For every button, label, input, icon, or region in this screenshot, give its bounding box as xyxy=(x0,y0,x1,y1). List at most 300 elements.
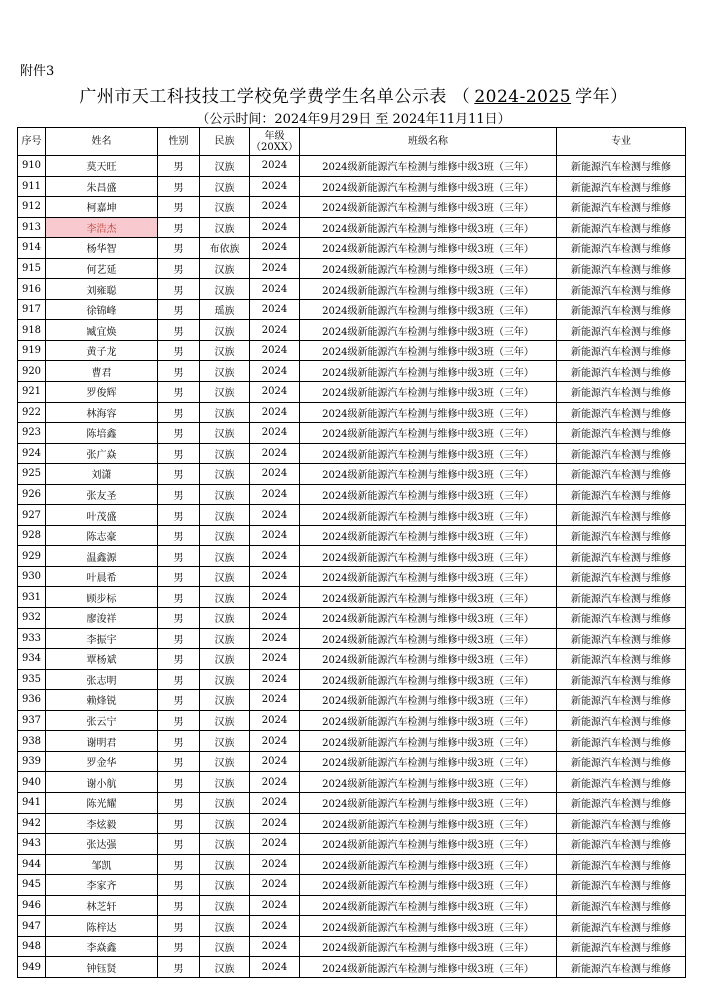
cell-ethnicity: 汉族 xyxy=(200,546,250,567)
cell-major: 新能源汽车检测与维修 xyxy=(557,731,686,752)
cell-class: 2024级新能源汽车检测与维修中级3班（三年） xyxy=(300,875,557,896)
cell-name: 邹凯 xyxy=(46,854,158,875)
cell-name: 叶晨希 xyxy=(46,566,158,587)
cell-no: 917 xyxy=(18,299,46,320)
cell-gender: 男 xyxy=(158,279,200,300)
cell-grade: 2024 xyxy=(250,875,300,896)
cell-ethnicity: 汉族 xyxy=(200,566,250,587)
table-row xyxy=(18,279,686,300)
cell-no: 911 xyxy=(18,176,46,197)
cell-grade: 2024 xyxy=(250,772,300,793)
cell-grade: 2024 xyxy=(250,710,300,731)
cell-name: 何艺延 xyxy=(46,258,158,279)
cell-ethnicity: 汉族 xyxy=(200,258,250,279)
cell-major: 新能源汽车检测与维修 xyxy=(557,320,686,341)
cell-no: 921 xyxy=(18,382,46,403)
cell-ethnicity: 汉族 xyxy=(200,443,250,464)
table-row xyxy=(18,238,686,259)
cell-grade: 2024 xyxy=(250,649,300,670)
cell-no: 923 xyxy=(18,423,46,444)
title-suffix: 学年） xyxy=(575,87,628,107)
cell-name: 钟钰贤 xyxy=(46,957,158,978)
table-row xyxy=(18,690,686,711)
table-row xyxy=(18,176,686,197)
cell-major: 新能源汽车检测与维修 xyxy=(557,710,686,731)
cell-grade: 2024 xyxy=(250,238,300,259)
table-row xyxy=(18,834,686,855)
cell-gender: 男 xyxy=(158,382,200,403)
cell-class: 2024级新能源汽车检测与维修中级3班（三年） xyxy=(300,587,557,608)
cell-grade: 2024 xyxy=(250,731,300,752)
cell-gender: 男 xyxy=(158,710,200,731)
cell-name: 刘雍聪 xyxy=(46,279,158,300)
header-no: 序号 xyxy=(18,128,46,156)
cell-ethnicity: 汉族 xyxy=(200,340,250,361)
title-prefix: 广州市天工科技技工学校免学费学生名单公示表 （ xyxy=(79,87,471,107)
cell-ethnicity: 汉族 xyxy=(200,505,250,526)
cell-major: 新能源汽车检测与维修 xyxy=(557,834,686,855)
cell-gender: 男 xyxy=(158,690,200,711)
cell-major: 新能源汽车检测与维修 xyxy=(557,402,686,423)
cell-name: 林芝轩 xyxy=(46,895,158,916)
cell-grade: 2024 xyxy=(250,505,300,526)
cell-grade: 2024 xyxy=(250,443,300,464)
header-major: 专业 xyxy=(557,128,686,156)
cell-class: 2024级新能源汽车检测与维修中级3班（三年） xyxy=(300,464,557,485)
header-grade xyxy=(250,128,300,156)
cell-name: 陈志豪 xyxy=(46,525,158,546)
cell-major: 新能源汽车检测与维修 xyxy=(557,423,686,444)
title-year: 2024-2025 xyxy=(474,87,572,107)
cell-major: 新能源汽车检测与维修 xyxy=(557,957,686,978)
cell-gender: 男 xyxy=(158,525,200,546)
cell-no: 944 xyxy=(18,854,46,875)
cell-gender: 男 xyxy=(158,854,200,875)
cell-ethnicity: 汉族 xyxy=(200,382,250,403)
cell-name: 黄子龙 xyxy=(46,340,158,361)
header-row xyxy=(18,128,686,156)
cell-gender: 男 xyxy=(158,176,200,197)
cell-name: 杨华智 xyxy=(46,238,158,259)
cell-gender: 男 xyxy=(158,546,200,567)
cell-gender: 男 xyxy=(158,258,200,279)
cell-name: 徐锦峰 xyxy=(46,299,158,320)
cell-class: 2024级新能源汽车检测与维修中级3班（三年） xyxy=(300,505,557,526)
cell-major: 新能源汽车检测与维修 xyxy=(557,258,686,279)
cell-grade: 2024 xyxy=(250,279,300,300)
cell-major: 新能源汽车检测与维修 xyxy=(557,628,686,649)
table-row xyxy=(18,423,686,444)
cell-name: 温鑫源 xyxy=(46,546,158,567)
cell-ethnicity: 瑶族 xyxy=(200,299,250,320)
cell-class: 2024级新能源汽车检测与维修中级3班（三年） xyxy=(300,772,557,793)
cell-class: 2024级新能源汽车检测与维修中级3班（三年） xyxy=(300,751,557,772)
cell-no: 910 xyxy=(18,156,46,177)
cell-no: 916 xyxy=(18,279,46,300)
cell-grade: 2024 xyxy=(250,792,300,813)
cell-ethnicity: 汉族 xyxy=(200,649,250,670)
cell-major: 新能源汽车检测与维修 xyxy=(557,382,686,403)
cell-ethnicity: 布依族 xyxy=(200,238,250,259)
cell-name: 李振宇 xyxy=(46,628,158,649)
cell-name: 张云宁 xyxy=(46,710,158,731)
cell-name: 曹君 xyxy=(46,361,158,382)
cell-gender: 男 xyxy=(158,875,200,896)
table-row xyxy=(18,854,686,875)
cell-name: 柯嘉坤 xyxy=(46,197,158,218)
table-row xyxy=(18,217,686,238)
cell-gender: 男 xyxy=(158,299,200,320)
cell-class: 2024级新能源汽车检测与维修中级3班（三年） xyxy=(300,423,557,444)
cell-class: 2024级新能源汽车检测与维修中级3班（三年） xyxy=(300,628,557,649)
cell-class: 2024级新能源汽车检测与维修中级3班（三年） xyxy=(300,690,557,711)
cell-no: 942 xyxy=(18,813,46,834)
header-class: 班级名称 xyxy=(300,128,557,156)
cell-ethnicity: 汉族 xyxy=(200,197,250,218)
table-row xyxy=(18,792,686,813)
cell-major: 新能源汽车检测与维修 xyxy=(557,525,686,546)
table-row xyxy=(18,916,686,937)
cell-gender: 男 xyxy=(158,505,200,526)
cell-name: 臧宜焕 xyxy=(46,320,158,341)
cell-gender: 男 xyxy=(158,320,200,341)
cell-no: 932 xyxy=(18,608,46,629)
cell-no: 937 xyxy=(18,710,46,731)
cell-no: 945 xyxy=(18,875,46,896)
cell-gender: 男 xyxy=(158,587,200,608)
cell-class: 2024级新能源汽车检测与维修中级3班（三年） xyxy=(300,197,557,218)
cell-class: 2024级新能源汽车检测与维修中级3班（三年） xyxy=(300,669,557,690)
cell-grade: 2024 xyxy=(250,854,300,875)
cell-grade: 2024 xyxy=(250,936,300,957)
cell-ethnicity: 汉族 xyxy=(200,525,250,546)
cell-grade: 2024 xyxy=(250,525,300,546)
cell-name: 陈光耀 xyxy=(46,792,158,813)
header-name: 姓名 xyxy=(46,128,158,156)
cell-grade: 2024 xyxy=(250,546,300,567)
cell-major: 新能源汽车检测与维修 xyxy=(557,484,686,505)
cell-gender: 男 xyxy=(158,936,200,957)
cell-class: 2024级新能源汽车检测与维修中级3班（三年） xyxy=(300,525,557,546)
table-row xyxy=(18,957,686,978)
roster-body xyxy=(18,156,686,978)
cell-major: 新能源汽车检测与维修 xyxy=(557,792,686,813)
table-row xyxy=(18,156,686,177)
cell-major: 新能源汽车检测与维修 xyxy=(557,238,686,259)
cell-no: 914 xyxy=(18,238,46,259)
table-row xyxy=(18,546,686,567)
cell-grade: 2024 xyxy=(250,834,300,855)
cell-ethnicity: 汉族 xyxy=(200,464,250,485)
table-row xyxy=(18,710,686,731)
cell-name: 李焱鑫 xyxy=(46,936,158,957)
cell-gender: 男 xyxy=(158,772,200,793)
cell-gender: 男 xyxy=(158,484,200,505)
cell-gender: 男 xyxy=(158,361,200,382)
cell-ethnicity: 汉族 xyxy=(200,156,250,177)
cell-grade: 2024 xyxy=(250,464,300,485)
cell-name: 廖浚祥 xyxy=(46,608,158,629)
cell-ethnicity: 汉族 xyxy=(200,217,250,238)
cell-grade: 2024 xyxy=(250,957,300,978)
cell-name: 覃杨斌 xyxy=(46,649,158,670)
cell-major: 新能源汽车检测与维修 xyxy=(557,895,686,916)
cell-gender: 男 xyxy=(158,464,200,485)
cell-major: 新能源汽车检测与维修 xyxy=(557,916,686,937)
table-row xyxy=(18,628,686,649)
cell-ethnicity: 汉族 xyxy=(200,875,250,896)
cell-class: 2024级新能源汽车检测与维修中级3班（三年） xyxy=(300,916,557,937)
cell-major: 新能源汽车检测与维修 xyxy=(557,751,686,772)
table-row xyxy=(18,361,686,382)
cell-ethnicity: 汉族 xyxy=(200,792,250,813)
table-row xyxy=(18,505,686,526)
cell-ethnicity: 汉族 xyxy=(200,608,250,629)
cell-class: 2024级新能源汽车检测与维修中级3班（三年） xyxy=(300,217,557,238)
cell-class: 2024级新能源汽车检测与维修中级3班（三年） xyxy=(300,854,557,875)
cell-gender: 男 xyxy=(158,895,200,916)
cell-gender: 男 xyxy=(158,238,200,259)
cell-gender: 男 xyxy=(158,834,200,855)
cell-grade: 2024 xyxy=(250,895,300,916)
header-grade-line2: （20XX） xyxy=(251,141,298,153)
table-row xyxy=(18,299,686,320)
cell-no: 948 xyxy=(18,936,46,957)
cell-gender: 男 xyxy=(158,423,200,444)
cell-major: 新能源汽车检测与维修 xyxy=(557,669,686,690)
cell-name: 张友圣 xyxy=(46,484,158,505)
cell-gender: 男 xyxy=(158,402,200,423)
header-gender: 性别 xyxy=(158,128,200,156)
cell-grade: 2024 xyxy=(250,340,300,361)
cell-no: 915 xyxy=(18,258,46,279)
cell-grade: 2024 xyxy=(250,751,300,772)
cell-name: 罗俊辉 xyxy=(46,382,158,403)
cell-class: 2024级新能源汽车检测与维修中级3班（三年） xyxy=(300,792,557,813)
table-row xyxy=(18,669,686,690)
cell-ethnicity: 汉族 xyxy=(200,484,250,505)
cell-ethnicity: 汉族 xyxy=(200,772,250,793)
table-row xyxy=(18,525,686,546)
cell-gender: 男 xyxy=(158,669,200,690)
cell-class: 2024级新能源汽车检测与维修中级3班（三年） xyxy=(300,382,557,403)
cell-no: 918 xyxy=(18,320,46,341)
cell-class: 2024级新能源汽车检测与维修中级3班（三年） xyxy=(300,402,557,423)
cell-no: 941 xyxy=(18,792,46,813)
cell-gender: 男 xyxy=(158,916,200,937)
cell-name: 莫天旺 xyxy=(46,156,158,177)
cell-class: 2024级新能源汽车检测与维修中级3班（三年） xyxy=(300,361,557,382)
table-row xyxy=(18,320,686,341)
header-grade-line1: 年级 xyxy=(264,130,285,142)
cell-class: 2024级新能源汽车检测与维修中级3班（三年） xyxy=(300,320,557,341)
cell-name: 林海容 xyxy=(46,402,158,423)
cell-major: 新能源汽车检测与维修 xyxy=(557,772,686,793)
cell-no: 924 xyxy=(18,443,46,464)
cell-name: 叶茂盛 xyxy=(46,505,158,526)
cell-no: 931 xyxy=(18,587,46,608)
cell-no: 912 xyxy=(18,197,46,218)
cell-name: 谢明君 xyxy=(46,731,158,752)
table-row xyxy=(18,566,686,587)
cell-name: 陈培鑫 xyxy=(46,423,158,444)
cell-grade: 2024 xyxy=(250,608,300,629)
cell-ethnicity: 汉族 xyxy=(200,669,250,690)
table-row xyxy=(18,895,686,916)
cell-class: 2024级新能源汽车检测与维修中级3班（三年） xyxy=(300,443,557,464)
cell-name: 陈梓达 xyxy=(46,916,158,937)
cell-gender: 男 xyxy=(158,443,200,464)
cell-class: 2024级新能源汽车检测与维修中级3班（三年） xyxy=(300,238,557,259)
cell-name: 顾步标 xyxy=(46,587,158,608)
cell-ethnicity: 汉族 xyxy=(200,710,250,731)
cell-major: 新能源汽车检测与维修 xyxy=(557,649,686,670)
table-row xyxy=(18,484,686,505)
cell-major: 新能源汽车检测与维修 xyxy=(557,279,686,300)
cell-class: 2024级新能源汽车检测与维修中级3班（三年） xyxy=(300,546,557,567)
table-row xyxy=(18,608,686,629)
cell-major: 新能源汽车检测与维修 xyxy=(557,566,686,587)
cell-ethnicity: 汉族 xyxy=(200,587,250,608)
cell-gender: 男 xyxy=(158,340,200,361)
cell-major: 新能源汽车检测与维修 xyxy=(557,464,686,485)
cell-grade: 2024 xyxy=(250,361,300,382)
cell-no: 928 xyxy=(18,525,46,546)
cell-no: 920 xyxy=(18,361,46,382)
cell-class: 2024级新能源汽车检测与维修中级3班（三年） xyxy=(300,176,557,197)
cell-no: 933 xyxy=(18,628,46,649)
cell-class: 2024级新能源汽车检测与维修中级3班（三年） xyxy=(300,608,557,629)
table-row xyxy=(18,751,686,772)
cell-name: 李家齐 xyxy=(46,875,158,896)
cell-grade: 2024 xyxy=(250,176,300,197)
table-row xyxy=(18,587,686,608)
cell-gender: 男 xyxy=(158,217,200,238)
cell-class: 2024级新能源汽车检测与维修中级3班（三年） xyxy=(300,258,557,279)
cell-ethnicity: 汉族 xyxy=(200,690,250,711)
table-row xyxy=(18,875,686,896)
cell-no: 936 xyxy=(18,690,46,711)
cell-no: 925 xyxy=(18,464,46,485)
cell-grade: 2024 xyxy=(250,813,300,834)
table-row xyxy=(18,731,686,752)
cell-class: 2024级新能源汽车检测与维修中级3班（三年） xyxy=(300,895,557,916)
cell-no: 949 xyxy=(18,957,46,978)
cell-gender: 男 xyxy=(158,813,200,834)
cell-ethnicity: 汉族 xyxy=(200,936,250,957)
cell-gender: 男 xyxy=(158,608,200,629)
cell-ethnicity: 汉族 xyxy=(200,854,250,875)
cell-major: 新能源汽车检测与维修 xyxy=(557,813,686,834)
cell-ethnicity: 汉族 xyxy=(200,628,250,649)
cell-name: 赖烽锐 xyxy=(46,690,158,711)
cell-ethnicity: 汉族 xyxy=(200,279,250,300)
cell-ethnicity: 汉族 xyxy=(200,813,250,834)
cell-major: 新能源汽车检测与维修 xyxy=(557,587,686,608)
cell-class: 2024级新能源汽车检测与维修中级3班（三年） xyxy=(300,340,557,361)
cell-grade: 2024 xyxy=(250,217,300,238)
cell-grade: 2024 xyxy=(250,566,300,587)
cell-class: 2024级新能源汽车检测与维修中级3班（三年） xyxy=(300,834,557,855)
cell-ethnicity: 汉族 xyxy=(200,834,250,855)
cell-gender: 男 xyxy=(158,197,200,218)
cell-ethnicity: 汉族 xyxy=(200,895,250,916)
cell-gender: 男 xyxy=(158,792,200,813)
cell-gender: 男 xyxy=(158,649,200,670)
cell-no: 939 xyxy=(18,751,46,772)
cell-no: 946 xyxy=(18,895,46,916)
table-row xyxy=(18,197,686,218)
cell-no: 930 xyxy=(18,566,46,587)
table-row xyxy=(18,382,686,403)
cell-major: 新能源汽车检测与维修 xyxy=(557,546,686,567)
cell-class: 2024级新能源汽车检测与维修中级3班（三年） xyxy=(300,731,557,752)
cell-major: 新能源汽车检测与维修 xyxy=(557,608,686,629)
cell-major: 新能源汽车检测与维修 xyxy=(557,299,686,320)
cell-gender: 男 xyxy=(158,731,200,752)
cell-grade: 2024 xyxy=(250,690,300,711)
cell-name: 李炫毅 xyxy=(46,813,158,834)
cell-no: 938 xyxy=(18,731,46,752)
cell-name: 张广焱 xyxy=(46,443,158,464)
cell-no: 947 xyxy=(18,916,46,937)
cell-grade: 2024 xyxy=(250,669,300,690)
cell-no: 943 xyxy=(18,834,46,855)
page-title xyxy=(0,82,707,107)
cell-major: 新能源汽车检测与维修 xyxy=(557,361,686,382)
cell-ethnicity: 汉族 xyxy=(200,916,250,937)
attachment-label: 附件3 xyxy=(20,64,55,79)
cell-ethnicity: 汉族 xyxy=(200,361,250,382)
cell-major: 新能源汽车检测与维修 xyxy=(557,690,686,711)
cell-gender: 男 xyxy=(158,957,200,978)
cell-name: 张志明 xyxy=(46,669,158,690)
cell-grade: 2024 xyxy=(250,258,300,279)
cell-name: 朱昌盛 xyxy=(46,176,158,197)
cell-no: 926 xyxy=(18,484,46,505)
cell-ethnicity: 汉族 xyxy=(200,320,250,341)
table-row xyxy=(18,464,686,485)
table-row xyxy=(18,936,686,957)
cell-major: 新能源汽车检测与维修 xyxy=(557,505,686,526)
cell-name: 张达强 xyxy=(46,834,158,855)
table-row xyxy=(18,402,686,423)
cell-no: 929 xyxy=(18,546,46,567)
cell-major: 新能源汽车检测与维修 xyxy=(557,875,686,896)
cell-major: 新能源汽车检测与维修 xyxy=(557,156,686,177)
cell-gender: 男 xyxy=(158,566,200,587)
cell-no: 927 xyxy=(18,505,46,526)
cell-class: 2024级新能源汽车检测与维修中级3班（三年） xyxy=(300,710,557,731)
cell-grade: 2024 xyxy=(250,197,300,218)
cell-grade: 2024 xyxy=(250,320,300,341)
header-ethnicity: 民族 xyxy=(200,128,250,156)
cell-name: 李浩杰 xyxy=(46,217,158,238)
cell-major: 新能源汽车检测与维修 xyxy=(557,176,686,197)
cell-grade: 2024 xyxy=(250,587,300,608)
cell-grade: 2024 xyxy=(250,382,300,403)
cell-major: 新能源汽车检测与维修 xyxy=(557,936,686,957)
cell-no: 940 xyxy=(18,772,46,793)
cell-class: 2024级新能源汽车检测与维修中级3班（三年） xyxy=(300,649,557,670)
cell-no: 922 xyxy=(18,402,46,423)
cell-grade: 2024 xyxy=(250,423,300,444)
cell-name: 罗金华 xyxy=(46,751,158,772)
cell-ethnicity: 汉族 xyxy=(200,423,250,444)
table-row xyxy=(18,772,686,793)
cell-gender: 男 xyxy=(158,156,200,177)
cell-gender: 男 xyxy=(158,751,200,772)
